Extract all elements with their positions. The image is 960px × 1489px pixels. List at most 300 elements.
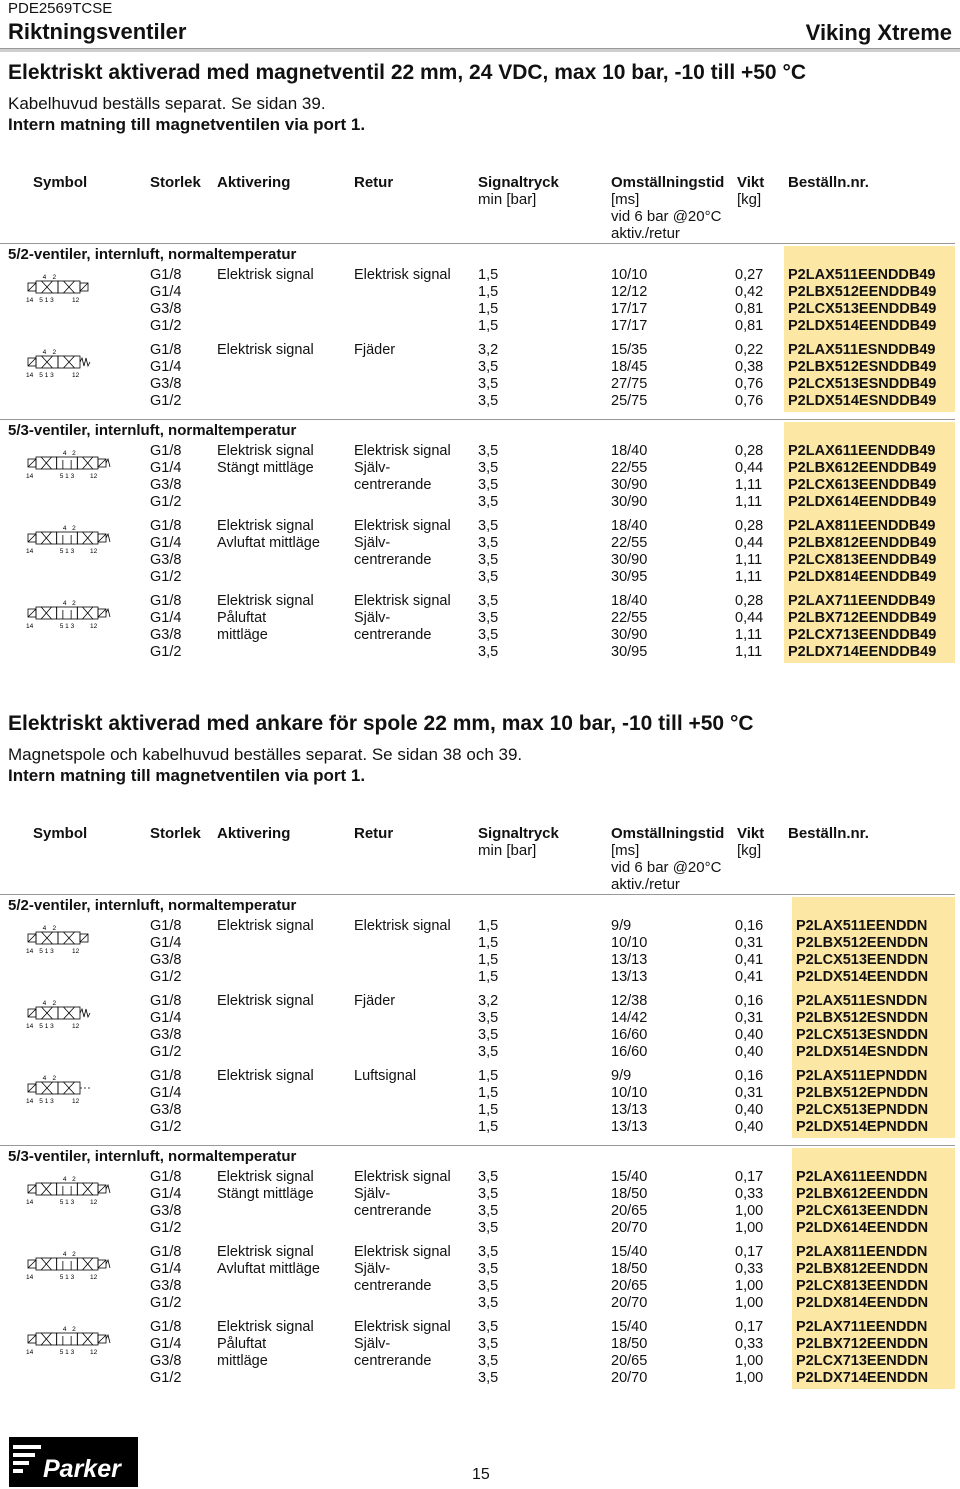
- svg-text:12: 12: [72, 1098, 80, 1105]
- cell-time: 18/50: [611, 1261, 648, 1277]
- cell-size: G3/8: [150, 1353, 182, 1369]
- column-header: Omställningstid: [611, 174, 725, 191]
- cell-time: 18/50: [611, 1186, 648, 1202]
- table-row: [0, 1278, 960, 1295]
- cell-weight: 1,11: [735, 569, 763, 585]
- column-unit: [kg]: [737, 191, 762, 208]
- table-row: [0, 1010, 960, 1027]
- cell-order-number: P2LAX811EENDDB49: [788, 518, 936, 534]
- cell-signal: 1,5: [478, 918, 499, 934]
- svg-text:14: 14: [26, 372, 34, 379]
- svg-text:2: 2: [72, 450, 76, 457]
- table-row: [0, 393, 960, 410]
- cell-order-number: P2LCX813EENDDB49: [788, 552, 937, 568]
- table-row: [0, 1102, 960, 1119]
- cell-size: G1/8: [150, 593, 182, 609]
- column-header: Retur: [354, 174, 394, 191]
- cell-order-number: P2LDX614EENDDB49: [788, 494, 937, 510]
- cell-activation: Elektrisk signal: [217, 918, 314, 934]
- cell-weight: 0,76: [735, 376, 764, 392]
- cell-order-number: P2LAX611EENDDB49: [788, 443, 936, 459]
- cell-signal: 3,5: [478, 1244, 499, 1260]
- cell-activation: Elektrisk signal: [217, 443, 314, 459]
- cell-time: 17/17: [611, 318, 648, 334]
- svg-text:5 1 3: 5 1 3: [59, 548, 75, 555]
- cell-time: 13/13: [611, 969, 648, 985]
- section-title: Elektriskt aktiverad med magnetventil 22 mm, 24 VDC, max 10 bar, -10 till +50 °C: [8, 61, 807, 84]
- table-row: [0, 952, 960, 969]
- cell-signal: 1,5: [478, 1119, 499, 1135]
- svg-text:4: 4: [62, 1176, 67, 1183]
- cell-order-number: P2LBX812EENDDN: [796, 1261, 929, 1277]
- cell-time: 14/42: [611, 1010, 648, 1026]
- cell-return: Elektrisk signal: [354, 518, 451, 534]
- cell-weight: 0,28: [735, 593, 764, 609]
- parker-logo: [9, 1437, 138, 1487]
- svg-text:12: 12: [90, 548, 98, 555]
- cell-time: 30/90: [611, 477, 648, 493]
- table-row: [0, 1085, 960, 1102]
- cell-return: centrerande: [354, 477, 432, 493]
- cell-signal: 3,5: [478, 552, 499, 568]
- svg-text:5 1 3: 5 1 3: [59, 473, 75, 480]
- column-header: Retur: [354, 825, 394, 842]
- cell-order-number: P2LAX511ESNDDN: [796, 993, 928, 1009]
- cell-size: G1/2: [150, 969, 182, 985]
- cell-time: 20/70: [611, 1295, 648, 1311]
- cell-time: 27/75: [611, 376, 648, 392]
- cell-signal: 1,5: [478, 935, 499, 951]
- svg-text:5 1 3: 5 1 3: [59, 623, 75, 630]
- cell-return: Fjäder: [354, 993, 396, 1009]
- cell-size: G3/8: [150, 1278, 182, 1294]
- table-row: [0, 1068, 960, 1085]
- page-header: [0, 0, 960, 49]
- cell-signal: 3,5: [478, 518, 499, 534]
- cell-size: G3/8: [150, 1203, 182, 1219]
- svg-text:2: 2: [52, 925, 57, 932]
- cell-signal: 3,5: [478, 1010, 499, 1026]
- cell-weight: 0,16: [735, 993, 764, 1009]
- cell-weight: 0,31: [735, 935, 764, 951]
- table-row: [0, 610, 960, 627]
- cell-order-number: P2LAX511EENDDB49: [788, 267, 936, 283]
- cell-signal: 3,5: [478, 593, 499, 609]
- svg-text:12: 12: [72, 1023, 80, 1030]
- cell-order-number: P2LDX714EENDDN: [796, 1370, 929, 1386]
- cell-activation: Elektrisk signal: [217, 1319, 314, 1335]
- svg-text:4: 4: [42, 1075, 47, 1082]
- cell-weight: 1,00: [735, 1353, 764, 1369]
- cell-order-number: P2LDX514EPNDDN: [796, 1119, 929, 1135]
- table-row: [0, 477, 960, 494]
- cell-time: 18/45: [611, 359, 648, 375]
- cell-time: 9/9: [611, 918, 632, 934]
- cell-size: G1/4: [150, 460, 182, 476]
- table-row: [0, 443, 960, 460]
- cell-time: 10/10: [611, 1085, 648, 1101]
- cell-activation: Elektrisk signal: [217, 1169, 314, 1185]
- cell-time: 9/9: [611, 1068, 632, 1084]
- cell-order-number: P2LDX714EENDDB49: [788, 644, 937, 660]
- cell-size: G1/2: [150, 1295, 182, 1311]
- cell-order-number: P2LCX613EENDDB49: [788, 477, 937, 493]
- cell-weight: 0,33: [735, 1336, 764, 1352]
- cell-order-number: P2LCX613EENDDN: [796, 1203, 929, 1219]
- table-row: [0, 627, 960, 644]
- table-row: [0, 1169, 960, 1186]
- cell-order-number: P2LCX713EENDDB49: [788, 627, 937, 643]
- cell-weight: 0,44: [735, 610, 764, 626]
- page-number: 15: [472, 1466, 490, 1483]
- cell-signal: 3,5: [478, 359, 499, 375]
- cell-signal: 3,5: [478, 610, 499, 626]
- table-row: [0, 342, 960, 359]
- table-row: [0, 376, 960, 393]
- svg-text:14: 14: [26, 1349, 34, 1356]
- cell-activation: Stängt mittläge: [217, 460, 314, 476]
- cell-weight: 0,31: [735, 1010, 764, 1026]
- cell-size: G1/8: [150, 1244, 182, 1260]
- cell-signal: 1,5: [478, 969, 499, 985]
- cell-return: Elektrisk signal: [354, 1244, 451, 1260]
- column-note: aktiv./retur: [611, 225, 680, 242]
- cell-return: Elektrisk signal: [354, 1169, 451, 1185]
- cell-weight: 1,11: [735, 644, 763, 660]
- cell-order-number: P2LBX512ESNDDB49: [788, 359, 937, 375]
- cell-activation: Elektrisk signal: [217, 518, 314, 534]
- group-title: 5/3-ventiler, internluft, normaltemperatur: [8, 1148, 297, 1165]
- svg-text:2: 2: [72, 1326, 76, 1333]
- cell-order-number: P2LCX713EENDDN: [796, 1353, 929, 1369]
- cell-order-number: P2LDX814EENDDB49: [788, 569, 937, 585]
- table-row: [0, 1220, 960, 1237]
- svg-text:2: 2: [72, 1251, 76, 1258]
- cell-order-number: P2LDX514EENDDB49: [788, 318, 937, 334]
- cell-time: 18/40: [611, 593, 648, 609]
- cell-weight: 0,44: [735, 535, 764, 551]
- cell-order-number: P2LDX514ESNDDB49: [788, 393, 937, 409]
- column-header: Storlek: [150, 825, 201, 842]
- table-row: [0, 1336, 960, 1353]
- column-unit: min [bar]: [478, 842, 537, 859]
- cell-order-number: P2LBX512EENDDB49: [788, 284, 937, 300]
- cell-weight: 0,16: [735, 918, 764, 934]
- cell-order-number: P2LCX513EENDDB49: [788, 301, 937, 317]
- cell-signal: 3,5: [478, 1319, 499, 1335]
- cell-order-number: P2LAX511EPNDDN: [796, 1068, 928, 1084]
- cell-activation: Elektrisk signal: [217, 342, 314, 358]
- svg-text:5 1 3: 5 1 3: [39, 1098, 54, 1105]
- cell-time: 18/40: [611, 518, 648, 534]
- table-row: [0, 935, 960, 952]
- cell-size: G1/2: [150, 1220, 182, 1236]
- cell-return: Elektrisk signal: [354, 918, 451, 934]
- cell-signal: 1,5: [478, 1102, 499, 1118]
- column-header: Symbol: [33, 825, 88, 842]
- table-row: [0, 1203, 960, 1220]
- cell-size: G1/4: [150, 935, 182, 951]
- svg-text:14: 14: [26, 1098, 34, 1105]
- cell-time: 16/60: [611, 1044, 648, 1060]
- cell-activation: Elektrisk signal: [217, 993, 314, 1009]
- cell-signal: 1,5: [478, 267, 499, 283]
- column-note: aktiv./retur: [611, 876, 680, 893]
- cell-return: Elektrisk signal: [354, 443, 451, 459]
- table-row: [0, 1353, 960, 1370]
- table-row: [0, 518, 960, 535]
- cell-time: 20/65: [611, 1353, 648, 1369]
- svg-text:5 1 3: 5 1 3: [39, 372, 54, 379]
- cell-signal: 1,5: [478, 318, 499, 334]
- section-title: Elektriskt aktiverad med ankare för spole 22 mm, max 10 bar, -10 till +50 °C: [8, 712, 754, 735]
- svg-text:14: 14: [26, 473, 34, 480]
- table-row: [0, 993, 960, 1010]
- logo-text: Parker: [43, 1455, 121, 1483]
- column-header: Beställn.nr.: [788, 825, 869, 842]
- cell-size: G1/4: [150, 1010, 182, 1026]
- svg-text:4: 4: [42, 349, 47, 356]
- svg-text:12: 12: [90, 473, 98, 480]
- table-row: [0, 644, 960, 661]
- table-row: [0, 1186, 960, 1203]
- cell-time: 22/55: [611, 460, 648, 476]
- cell-activation: Elektrisk signal: [217, 1068, 314, 1084]
- cell-size: G1/8: [150, 267, 182, 283]
- table-row: [0, 1370, 960, 1387]
- cell-order-number: P2LBX512ESNDDN: [796, 1010, 929, 1026]
- cell-signal: 3,5: [478, 1169, 499, 1185]
- cell-size: G1/4: [150, 284, 182, 300]
- cell-time: 22/55: [611, 535, 648, 551]
- cell-signal: 3,5: [478, 1186, 499, 1202]
- svg-text:14: 14: [26, 1274, 34, 1281]
- cell-return: Själv-: [354, 1336, 391, 1352]
- cell-signal: 3,5: [478, 1027, 499, 1043]
- table-row: [0, 535, 960, 552]
- cell-activation: Avluftat mittläge: [217, 1261, 320, 1277]
- cell-signal: 3,5: [478, 1220, 499, 1236]
- cell-return: Själv-: [354, 610, 391, 626]
- cell-weight: 0,40: [735, 1102, 764, 1118]
- cell-signal: 3,5: [478, 1336, 499, 1352]
- cell-activation: Avluftat mittläge: [217, 535, 320, 551]
- cell-order-number: P2LBX812EENDDB49: [788, 535, 937, 551]
- cell-weight: 0,40: [735, 1119, 764, 1135]
- cell-weight: 0,40: [735, 1027, 764, 1043]
- cell-size: G1/8: [150, 342, 182, 358]
- cell-signal: 3,5: [478, 569, 499, 585]
- table-row: [0, 569, 960, 586]
- svg-text:5 1 3: 5 1 3: [39, 948, 54, 955]
- cell-weight: 0,81: [735, 301, 764, 317]
- cell-signal: 1,5: [478, 952, 499, 968]
- column-header: Vikt: [737, 174, 765, 191]
- cell-signal: 1,5: [478, 284, 499, 300]
- cell-size: G1/4: [150, 1261, 182, 1277]
- cell-signal: 3,5: [478, 1278, 499, 1294]
- cell-weight: 0,41: [735, 952, 764, 968]
- cell-time: 17/17: [611, 301, 648, 317]
- cell-return: centrerande: [354, 1278, 432, 1294]
- table-row: [0, 284, 960, 301]
- cell-time: 30/95: [611, 569, 648, 585]
- svg-text:4: 4: [62, 1251, 67, 1258]
- cell-weight: 1,00: [735, 1220, 764, 1236]
- cell-time: 22/55: [611, 610, 648, 626]
- table-row: [0, 1244, 960, 1261]
- cell-size: G3/8: [150, 301, 182, 317]
- cell-weight: 1,11: [735, 552, 763, 568]
- cell-order-number: P2LAX511EENDDN: [796, 918, 928, 934]
- cell-return: Själv-: [354, 1261, 391, 1277]
- cell-time: 30/90: [611, 552, 648, 568]
- cell-time: 30/90: [611, 627, 648, 643]
- cell-signal: 3,5: [478, 393, 499, 409]
- table-row: [0, 1261, 960, 1278]
- cell-time: 15/35: [611, 342, 648, 358]
- section-note: Magnetspole och kabelhuvud beställes separat. Se sidan 38 och 39.: [8, 745, 523, 764]
- cell-signal: 1,5: [478, 301, 499, 317]
- svg-text:14: 14: [26, 548, 34, 555]
- cell-time: 20/65: [611, 1203, 648, 1219]
- svg-text:5 1 3: 5 1 3: [59, 1349, 75, 1356]
- cell-size: G1/4: [150, 1085, 182, 1101]
- cell-size: G1/4: [150, 1336, 182, 1352]
- svg-text:14: 14: [26, 1023, 34, 1030]
- cell-signal: 3,5: [478, 535, 499, 551]
- cell-order-number: P2LAX711EENDDB49: [788, 593, 936, 609]
- cell-size: G3/8: [150, 1027, 182, 1043]
- table-row: [0, 552, 960, 569]
- svg-text:5 1 3: 5 1 3: [39, 1023, 54, 1030]
- cell-order-number: P2LCX813EENDDN: [796, 1278, 929, 1294]
- cell-return: Själv-: [354, 1186, 391, 1202]
- cell-size: G1/8: [150, 993, 182, 1009]
- cell-time: 13/13: [611, 952, 648, 968]
- cell-size: G1/8: [150, 1319, 182, 1335]
- cell-size: G1/2: [150, 644, 182, 660]
- group-rule: [0, 1145, 955, 1146]
- cell-weight: 0,28: [735, 518, 764, 534]
- cell-size: G1/4: [150, 610, 182, 626]
- svg-text:4: 4: [62, 525, 67, 532]
- svg-text:12: 12: [72, 948, 80, 955]
- cell-return: Luftsignal: [354, 1068, 417, 1084]
- table-row: [0, 460, 960, 477]
- svg-text:12: 12: [90, 1199, 98, 1206]
- product-brand: Viking Xtreme: [805, 20, 952, 45]
- svg-text:2: 2: [72, 600, 76, 607]
- cell-time: 16/60: [611, 1027, 648, 1043]
- cell-weight: 0,28: [735, 443, 764, 459]
- group-rule: [0, 894, 955, 895]
- document-title: Riktningsventiler: [8, 19, 187, 44]
- cell-return: Elektrisk signal: [354, 593, 451, 609]
- cell-order-number: P2LDX814EENDDN: [796, 1295, 929, 1311]
- cell-size: G3/8: [150, 552, 182, 568]
- cell-time: 13/13: [611, 1119, 648, 1135]
- cell-activation: Påluftat: [217, 1336, 267, 1352]
- cell-order-number: P2LAX811EENDDN: [796, 1244, 928, 1260]
- table-row: [0, 1119, 960, 1136]
- cell-time: 10/10: [611, 935, 648, 951]
- group-rule: [0, 243, 955, 244]
- cell-weight: 0,38: [735, 359, 764, 375]
- svg-text:2: 2: [52, 274, 57, 281]
- cell-order-number: P2LAX511ESNDDB49: [788, 342, 936, 358]
- document-code: PDE2569TCSE: [8, 0, 113, 17]
- cell-activation: Elektrisk signal: [217, 267, 314, 283]
- cell-signal: 3,2: [478, 993, 499, 1009]
- table-row: [0, 318, 960, 335]
- cell-weight: 0,41: [735, 969, 764, 985]
- cell-time: 15/40: [611, 1169, 648, 1185]
- cell-size: G1/2: [150, 1370, 182, 1386]
- cell-weight: 0,42: [735, 284, 764, 300]
- cell-order-number: P2LBX712EENDDB49: [788, 610, 937, 626]
- column-header: Aktivering: [217, 174, 291, 191]
- cell-size: G1/8: [150, 1068, 182, 1084]
- svg-text:14: 14: [26, 948, 34, 955]
- section-note-bold: Intern matning till magnetventilen via port 1.: [8, 115, 366, 134]
- cell-size: G3/8: [150, 477, 182, 493]
- cell-signal: 3,5: [478, 1370, 499, 1386]
- cell-signal: 3,5: [478, 1044, 499, 1060]
- cell-time: 20/70: [611, 1220, 648, 1236]
- section-note-bold: Intern matning till magnetventilen via port 1.: [8, 766, 366, 785]
- cell-return: Elektrisk signal: [354, 1319, 451, 1335]
- column-header: Vikt: [737, 825, 765, 842]
- cell-weight: 0,44: [735, 460, 764, 476]
- svg-text:14: 14: [26, 297, 34, 304]
- table-row: [0, 494, 960, 511]
- svg-text:2: 2: [52, 1075, 57, 1082]
- cell-order-number: P2LBX612EENDDB49: [788, 460, 937, 476]
- cell-weight: 0,76: [735, 393, 764, 409]
- group-title: 5/2-ventiler, internluft, normaltemperatur: [8, 246, 297, 263]
- table-row: [0, 359, 960, 376]
- cell-order-number: P2LCX513ESNDDB49: [788, 376, 937, 392]
- cell-size: G1/4: [150, 535, 182, 551]
- table-row: [0, 593, 960, 610]
- column-unit: [kg]: [737, 842, 762, 859]
- cell-time: 10/10: [611, 267, 648, 283]
- svg-text:2: 2: [52, 1000, 57, 1007]
- cell-activation: mittläge: [217, 627, 268, 643]
- svg-text:4: 4: [42, 1000, 47, 1007]
- cell-activation: mittläge: [217, 1353, 268, 1369]
- cell-size: G1/8: [150, 918, 182, 934]
- cell-weight: 0,31: [735, 1085, 764, 1101]
- column-header: Signaltryck: [478, 825, 559, 842]
- cell-time: 13/13: [611, 1102, 648, 1118]
- svg-text:4: 4: [62, 450, 67, 457]
- cell-activation: Elektrisk signal: [217, 593, 314, 609]
- svg-text:2: 2: [72, 1176, 76, 1183]
- cell-signal: 3,5: [478, 1261, 499, 1277]
- cell-order-number: P2LDX614EENDDN: [796, 1220, 929, 1236]
- cell-order-number: P2LDX514EENDDN: [796, 969, 929, 985]
- cell-activation: Påluftat: [217, 610, 267, 626]
- column-header: Signaltryck: [478, 174, 559, 191]
- table-row: [0, 301, 960, 318]
- table-row: [0, 918, 960, 935]
- svg-text:5 1 3: 5 1 3: [59, 1274, 75, 1281]
- svg-text:4: 4: [42, 274, 47, 281]
- svg-text:14: 14: [26, 1199, 34, 1206]
- table-row: [0, 969, 960, 986]
